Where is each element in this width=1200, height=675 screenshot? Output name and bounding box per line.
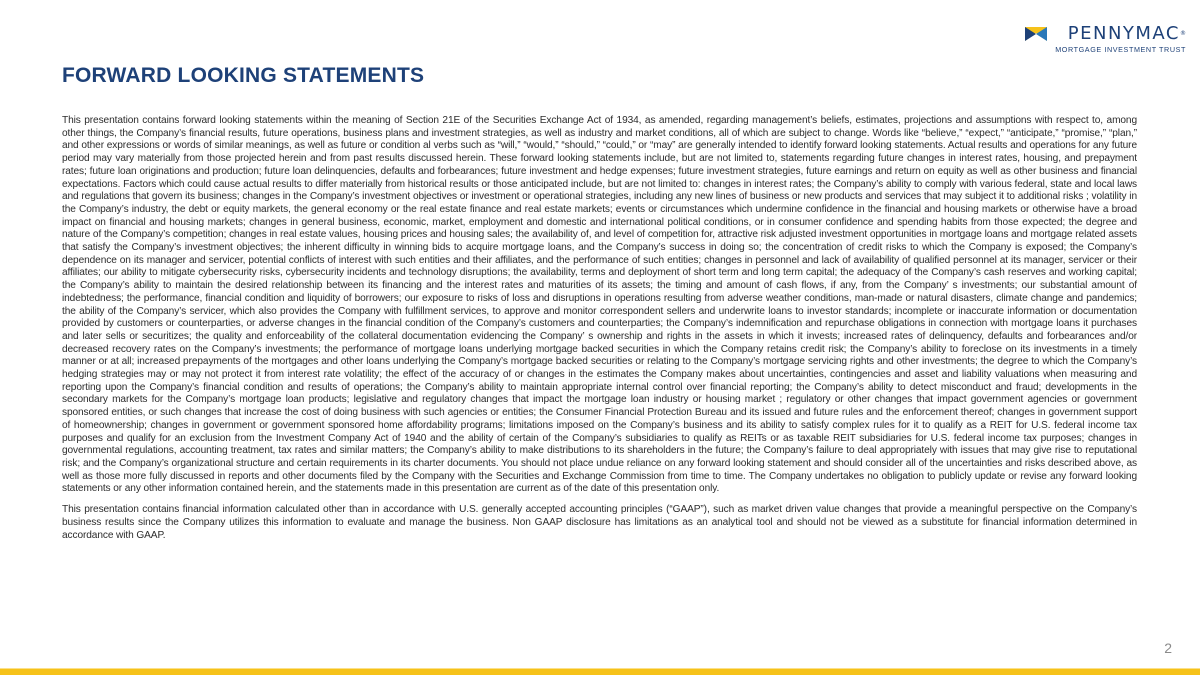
footer-bar	[0, 669, 1200, 675]
logo-name-text: PENNYMAC	[1067, 23, 1180, 44]
non-gaap-paragraph: This presentation contains financial information calculated other than in accordance with U.S. generally accepted accounting principles (“GAAP”), such as market driven value changes that provide a meaningful perspective on the Company’s business results since the Company utilizes this information to evaluate and manage the business. Non GAAP disclosure has limitations as an analytical tool and should not be viewed as a substitute for financial information determined in accordance with GAAP.	[62, 504, 1137, 541]
logo-registered-mark: ®	[1180, 30, 1186, 37]
disclaimer-body	[62, 115, 1137, 550]
forward-looking-paragraph: This presentation contains forward looking statements within the meaning of Section 21E of the Securities Exchange Act of 1934, as amended, regarding management’s beliefs, estimates, projections and assumptions with respect to, among other things, the Company’s financial results, future operations, business plans and investment strategies, as well as industry and market conditions, all of which are subject to change. Words like “believe,” “expect,” “anticipate,” “promise,” “plan,” and other expressions or words of similar meanings, as well as future or condition al verbs such as “will,” “would,” “should,” “could,” or “may” are generally intended to identify forward looking statements. Actual results and operations for any future period may vary materially from those projected herein and from past results discussed herein. These forward looking statements include, but are not limited to, statements regarding future changes in interest rates, housing, and prepayment rates; future loan originations and production; future loan delinquencies, defaults and forbearances; future investment and hedge expenses; future investment strategies, future earnings and return on equity as well as other business and financial expectations. Factors which could cause actual results to differ materially from historical results or those anticipated include, but are not limited to: changes in interest rates; the Company’s ability to comply with various federal, state and local laws and regulations that govern its business; changes in the Company’s investment objectives or investment or operational strategies, including any new lines of business or new products and services that may subject it to additional risks ; volatility in the Company’s industry, the debt or equity markets, the general economy or the real estate finance and real estate markets; events or circumstances which undermine confidence in the financial and housing markets or otherwise have a broad impact on financial and housing markets; changes in general business, economic, market, employment and domestic and international political conditions, or in consumer confidence and spending habits from those expected; the degree and nature of the Company’s competition; changes in real estate values, housing prices and housing sales; the availability of, and level of competition for, attractive risk adjusted investment opportunities in mortgage loans and mortgage related assets that satisfy the Company’s investment objectives; the inherent difficulty in winning bids to acquire mortgage loans, and the Company’s success in doing so; the concentration of credit risks to which the Company is exposed; the Company’s dependence on its manager and servicer, potential conflicts of interest with such entities and their affiliates, and the performance of such entities; changes in personnel and lack of availability of qualified personnel at its manager, servicer or their affiliates; our ability to mitigate cybersecurity risks, cybersecurity incidents and technology disruptions; the availability, terms and deployment of short term and long term capital; the adequacy of the Company’s cash reserves and working capital; the Company’s ability to maintain the desired relationship between its financing and the interest rates and maturities of its assets; the timing and amount of cash flows, if any, from the Company’ s investments; our substantial amount of indebtedness; the performance, financial condition and liquidity of borrowers; our exposure to risks of loss and disruptions in operations resulting from adverse weather conditions, man-made or natural disasters, climate change and pandemics; the ability of the Company’s servicer, which also provides the Company with fulfillment services, to approve and monitor correspondent sellers and underwrite loans to investor standards; incomplete or inaccurate information or documentation provided by customers or counterparties, or adverse changes in the financial condition of the Company’s customers and counterparties; the Company’s indemnification and repurchase obligations in connection with mortgage loans it purchases and later sells or securitizes; the quality and enforceability of the collateral documentation evidencing the Company’ s ownership and rights in the assets in which it invests; increased rates of delinquency, defaults and forbearances and/or decreased recovery rates on the Company’s investments; the performance of mortgage loans underlying mortgage backed securities in which the Company retains credit risk; the Company’s ability to foreclose on its investments in a timely manner or at all; increased prepayments of the mortgages and other loans underlying the Company’s mortgage backed securities or relating to the Company’s mortgage servicing rights and other investments; the degree to which the Company’s hedging strategies may or may not protect it from interest rate volatility; the effect of the accuracy of or changes in the estimates the Company makes about uncertainties, contingencies and asset and liability valuations when measuring and reporting upon the Company’s financial condition and results of operations; the Company’s ability to maintain appropriate internal control over financial reporting; the Company’s ability to detect misconduct and fraud; developments in the secondary markets for the Company’s mortgage loan products; legislative and regulatory changes that impact the mortgage loan industry or housing market ; regulatory or other changes that impact government agencies or government sponsored entities, or such changes that increase the cost of doing business with such agencies or entities; the Consumer Financial Protection Bureau and its issued and future rules and the enforcement thereof; changes in government support of homeownership; changes in government or government sponsored home affordability programs; limitations imposed on the Company’s business and its ability to satisfy complex rules for it to qualify as a REIT for U.S. federal income tax purposes and qualify for an exclusion from the Investment Company Act of 1940 and the ability of certain of the Company’s subsidiaries to qualify as REITs or as taxable REIT subsidiaries for U.S. federal income tax purposes; changes in governmental regulations, accounting treatment, tax rates and similar matters; the Company’s ability to make distributions to its shareholders in the future; the Company’s failure to deal appropriately with issues that may give rise to reputational risk; and the Company’s organizational structure and certain requirements in its charter documents. You should not place undue reliance on any forward looking statement and should consider all of the uncertainties and risks described above, as well as those more fully discussed in reports and other documents filed by the Company with the Securities and Exchange Commission from time to time. The Company undertakes no obligation to publicly update or revise any forward looking statements or any other information contained herein, and the statements made in this presentation are current as of the date of this presentation only.	[62, 115, 1137, 495]
logo-wordmark	[1055, 25, 1186, 54]
logo-tagline: MORTGAGE INVESTMENT TRUST	[1055, 45, 1186, 54]
slide-title: FORWARD LOOKING STATEMENTS	[62, 64, 425, 87]
pennymac-logo	[1025, 25, 1186, 54]
pennymac-logo-mark-icon	[1025, 27, 1047, 41]
logo-name	[1068, 25, 1186, 43]
page-number: 2	[1164, 640, 1172, 656]
